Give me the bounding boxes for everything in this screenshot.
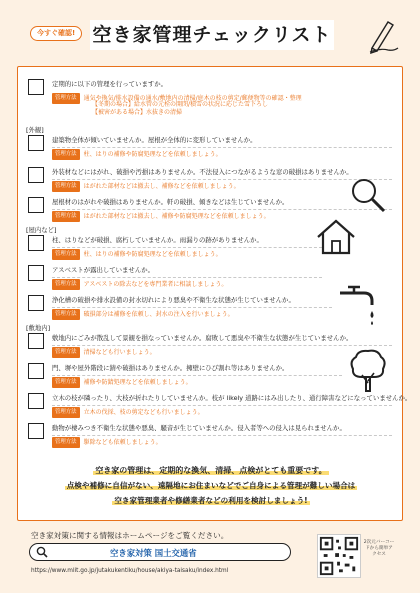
check-question: 動物が棲みつき不衛生な状態や悪臭、騒音が生じていませんか。侵入者等への侵入は見られませんか。 (52, 424, 346, 432)
divider (52, 277, 322, 278)
check-now-badge: 今すぐ確認! (30, 26, 82, 41)
qr-code-icon[interactable] (317, 534, 361, 578)
divider (52, 435, 392, 436)
divider (52, 179, 392, 180)
check-question: 門、塀や屋外階段に錆や破損はありませんか。擁壁にひび割れ等はありませんか。 (52, 364, 289, 372)
management-method: 管理方法 柱、はりの補修や防腐処理などを依頼しましょう。 (52, 149, 222, 160)
divider (52, 147, 392, 148)
method-tag: 管理方法 (52, 377, 80, 388)
search-text: 空き家対策 国土交通省 (110, 548, 197, 558)
checklist-card (17, 66, 412, 521)
management-method: 管理方法 駆除なども依頼しましょう。 (52, 437, 162, 448)
method-tag: 管理方法 (52, 93, 80, 104)
search-box[interactable] (29, 543, 291, 561)
page-footer (17, 530, 403, 588)
tree-icon (348, 347, 388, 393)
checkbox[interactable] (28, 197, 44, 213)
checkbox[interactable] (28, 333, 44, 349)
check-question: 柱、はりなどが破損、腐朽していませんか。雨漏りの跡がありませんか。 (52, 236, 263, 244)
check-question: 外装材などにはがれ、破損や汚損はありませんか。不法侵入につながるような窓の破損はありませんか。 (52, 168, 353, 176)
check-question: 浄化槽の破損や排水設備の封水切れにより悪臭や不衛生な状態が生じていませんか。 (52, 296, 295, 304)
method-tag: 管理方法 (52, 211, 80, 222)
pencil-checklist-icon (368, 18, 400, 54)
management-method: 管理方法 アスベストの除去などを専門業者に相談しましょう。 (52, 279, 227, 290)
faucet-icon (338, 283, 378, 327)
website-url[interactable]: https://www.mlit.go.jp/jutakukentiku/house/akiya-taisaku/index.html (31, 568, 229, 574)
footer-info: 空き家対策に関する情報はホームページをご覧ください。 (31, 531, 229, 540)
checkbox[interactable] (28, 295, 44, 311)
check-question: アスベストが露出していませんか。 (52, 266, 154, 274)
method-tag: 管理方法 (52, 407, 80, 418)
management-method-extra: 【被害がある場合】水抜きの清掃 (92, 109, 183, 116)
check-question: 屋根材のはがれや破損はありませんか。軒の破損、傾きなどは生じていませんか。 (52, 198, 289, 206)
qr-block (317, 530, 397, 582)
management-method-extra: 【冬期の場合】給水管の元栓の開閉/積雪の状況に応じた雪下ろし (92, 101, 269, 108)
management-method: 管理方法 はがれた部材などは撤去し、補修や防腐処理などを依頼しましょう。 (52, 211, 270, 222)
house-icon (314, 217, 358, 257)
method-tag: 管理方法 (52, 181, 80, 192)
divider (52, 375, 342, 376)
checkbox[interactable] (28, 135, 44, 151)
method-tag: 管理方法 (52, 249, 80, 260)
method-tag: 管理方法 (52, 309, 80, 320)
method-tag: 管理方法 (52, 279, 80, 290)
management-method: 管理方法 柱、はりの補修や防腐処理などを依頼しましょう。 (52, 249, 222, 260)
page-title: 空き家管理チェックリスト (90, 20, 334, 50)
search-icon (36, 546, 48, 558)
checkbox[interactable] (28, 235, 44, 251)
divider (52, 209, 392, 210)
management-method: 管理方法 清掃なども行いましょう。 (52, 347, 156, 358)
section-site: [敷地内] (26, 324, 51, 332)
checkbox[interactable] (28, 167, 44, 183)
divider (52, 307, 332, 308)
section-exterior: [外観] (26, 126, 44, 134)
closing-line-1: 空き家の管理は、定期的な換気、清掃、点検がとても重要です。 (95, 466, 327, 475)
closing-line-3: 空き家管理業者や修繕業者などの利用を検討しましょう! (114, 496, 308, 505)
method-tag: 管理方法 (52, 347, 80, 358)
check-question: 立木の枝が隣ったり、大枝が折れたりしていませんか。枝が likely 道路にはみ出したり、通行障害などになっていませんか。 (52, 394, 412, 402)
management-method: 管理方法 補修や防錆処理などを依頼しましょう。 (52, 377, 192, 388)
checkbox[interactable] (28, 393, 44, 409)
magnifier-icon (348, 175, 388, 215)
section-interior: [屋内など] (26, 226, 57, 234)
closing-line-2: 点検や補修に自信がない、遠隔地にお住まいなどでご自身による管理が難しい場合は (66, 481, 356, 490)
checkbox[interactable] (28, 265, 44, 281)
management-method: 管理方法 破損部分は補修を依頼し、封水の注入を行いましょう。 (52, 309, 234, 320)
divider (52, 345, 392, 346)
management-method: 管理方法 通気や換気/排水設備の通水/敷地内の清掃/庭木の枝の剪定/郵便物等の確認・整理 (52, 93, 302, 104)
method-tag: 管理方法 (52, 437, 80, 448)
check-question: 敷地内にごみが散乱して景観を損なっていませんか。腐敗して悪臭や不衛生な状態が生じていませんか。 (52, 334, 353, 342)
divider (52, 405, 392, 406)
checkbox[interactable] (28, 363, 44, 379)
checkbox[interactable] (28, 79, 44, 95)
management-method: 管理方法 立木の伐採、枝の剪定なども行いましょう。 (52, 407, 204, 418)
check-question: 建築物全体が傾いていませんか。屋根が全体的に変形していませんか。 (52, 136, 257, 144)
method-tag: 管理方法 (52, 149, 80, 160)
check-question: 定期的に以下の管理を行っていますか。 (52, 80, 168, 88)
closing-message (18, 463, 404, 508)
qr-note: 2次元バーコードから簡単アクセス (363, 540, 395, 558)
checkbox[interactable] (28, 423, 44, 439)
management-method: 管理方法 はがれた部材などは撤去し、補修などを依頼しましょう。 (52, 181, 240, 192)
page-header (0, 0, 420, 62)
divider (52, 247, 322, 248)
